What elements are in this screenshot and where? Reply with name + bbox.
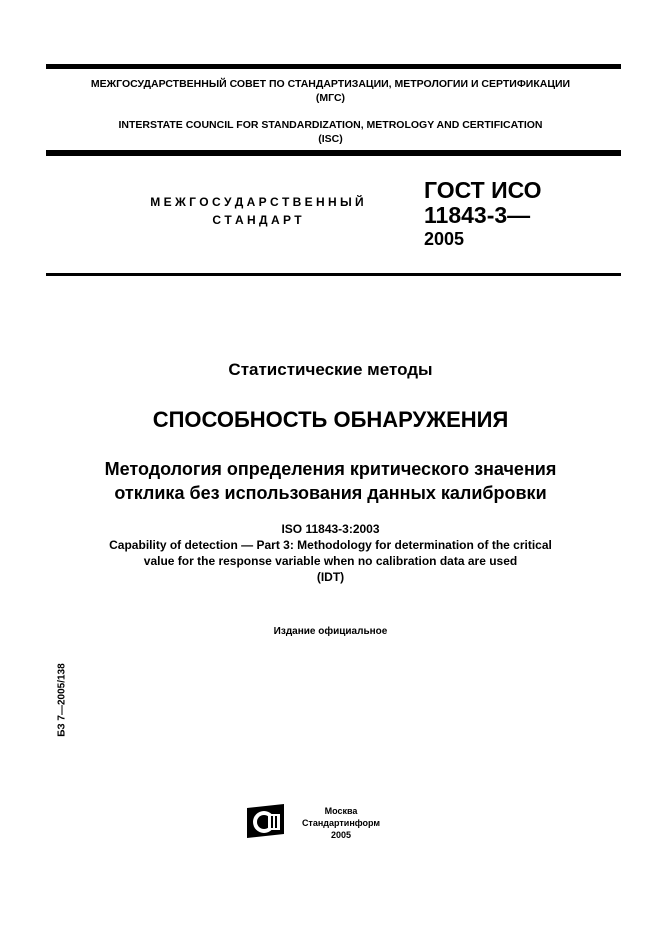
standard-code-line1: ГОСТ ИСО [424, 177, 542, 203]
council-en: INTERSTATE COUNCIL FOR STANDARDIZATION, METROLOGY AND CERTIFICATION [118, 119, 543, 131]
series-title: Статистические методы [228, 360, 433, 379]
publisher-city: Москва [324, 806, 358, 816]
standard-code-line2: 11843-3— [424, 202, 531, 228]
edition-label: Издание официальное [273, 626, 388, 637]
council-ru-abbr: (МГС) [315, 92, 346, 104]
side-code: БЗ 7—2005/138 [56, 663, 68, 737]
iso-reference: ISO 11843-3:2003 [281, 522, 380, 536]
header-rule [46, 150, 621, 156]
publisher-name: Стандартинформ [301, 818, 381, 828]
council-ru: МЕЖГОСУДАРСТВЕННЫЙ СОВЕТ ПО СТАНДАРТИЗАЦИИ, МЕТРОЛОГИИ И СЕРТИФИКАЦИИ [90, 78, 571, 90]
council-en-abbr: (ISC) [318, 133, 343, 145]
publisher-year: 2005 [330, 830, 352, 840]
top-rule [46, 64, 621, 69]
standard-type-line1: М Е Ж Г О С У Д А Р С Т В Е Н Н Ы Й [150, 195, 364, 209]
subtitle-line1: Методология определения критического значения [104, 459, 557, 479]
english-title-line1: Capability of detection — Part 3: Methodology for determination of the critical [109, 538, 552, 552]
standard-type-line2: С Т А Н Д А Р Т [212, 213, 302, 227]
main-title: СПОСОБНОСТЬ ОБНАРУЖЕНИЯ [152, 407, 509, 432]
standard-rule [46, 273, 621, 276]
idt-label: (IDT) [316, 570, 345, 584]
publisher-logo-icon [246, 804, 286, 838]
subtitle-line2: отклика без использования данных калибровки [114, 483, 547, 503]
standard-code-line3: 2005 [424, 229, 465, 249]
english-title-line2: value for the response variable when no calibration data are used [143, 554, 518, 568]
